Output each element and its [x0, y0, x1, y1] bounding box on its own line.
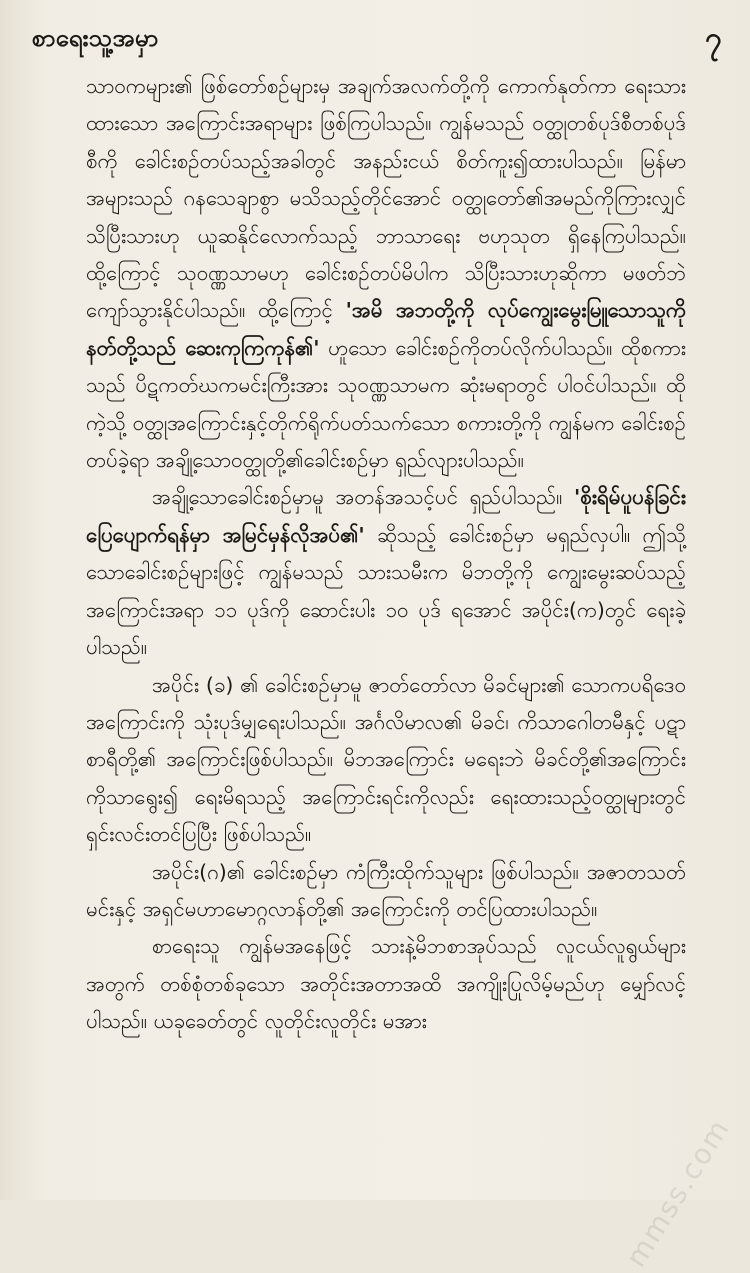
paragraph-text: အချို့သောခေါင်းစဉ်မှာမူ အတန်အသင့်ပင် ရှည်ပါသည်။ — [152, 485, 574, 510]
watermark: mmss.com — [618, 1112, 736, 1273]
paragraph — [86, 854, 686, 929]
running-head: စာရေးသူ့အမှာ — [32, 24, 159, 52]
paragraph-text: အပိုင်း(ဂ)၏ ခေါင်းစဉ်မှာ ကံကြီးထိုက်သူများ ဖြစ်ပါသည်။ အဇာတသတ်မင်းနှင့် အရှင်မဟာမောဂ္ဂလာန်တို့၏ အကြောင်းကို တင်ပြထားပါသည်။ — [86, 859, 686, 921]
paragraph-text: သာဝကများ၏ ဖြစ်တော်စဉ်များမှ အချက်အလက်တို့ကို ကောက်နုတ်ကာ ရေးသားထားသော အကြောင်းအရာများ ဖြစ်ကြပါသည်။ ကျွန်မသည် ဝတ္ထုတစ်ပုဒ်စီတစ်ပုဒ်စီကို ခေါင်းစဉ်တပ်သည့်အခါတွင် အနည်းငယ် စိတ်ကူး၍ထားပါသည်။ မြန်မာအများသည် ဂနသေချာစွာ မသိသည့်တိုင်အောင် ဝတ္ထုတော်၏အမည်ကိုကြားလျှင် သိပြီးသားဟု ယူဆနိုင်လောက်သည့် ဘာသာရေး ဗဟုသုတ ရှိနေကြပါသည်။ ထို့ကြောင့် သုဝဏ္ဏသာမဟု ခေါင်းစဉ်တပ်မိပါက သိပြီးသားဟုဆိုကာ မဖတ်ဘဲကျော်သွားနိုင်ပါသည်။ ထို့ကြောင့် — [86, 74, 686, 323]
page-number: ၇ — [705, 21, 722, 56]
paragraph-text: စာရေးသူ ကျွန်မအနေဖြင့် သားနဲ့မိဘစာအုပ်သည် လူငယ်လူရွယ်များအတွက် တစ်စုံတစ်ခုသော အတိုင်းအတာအထိ အကျိုးပြုလိမ့်မည်ဟု မျှော်လင့်ပါသည်။ ယခုခေတ်တွင် လူတိုင်းလူတိုင်း မအား — [86, 934, 686, 1034]
bold-text: 'အမိ အဘတို့ကို လုပ်ကျွေးမွေးမြူသောသူကို နတ်တို့သည် ဆေးကုကြကုန်၏' — [86, 298, 686, 360]
paragraph — [86, 68, 686, 479]
bold-text: 'စိုးရိမ်ပူပန်ခြင်း ပြေပျောက်ရန်မှာ အမြင်မှန်လိုအပ်၏' — [86, 485, 686, 547]
paragraph — [86, 479, 686, 666]
page-header — [32, 14, 722, 60]
paragraph — [86, 667, 686, 854]
paragraph-text: အပိုင်း (ခ) ၏ ခေါင်းစဉ်မှာမူ ဇာတ်တော်လာ မိခင်များ၏ သောကပရိဒေဝအကြောင်းကို သုံးပုဒ်မျှရေးပါသည်။ အင်္ဂလိမာလ၏ မိခင်၊ ကိသာဂေါတမီနှင့် ပဋာစာရီတို့၏ အကြောင်းဖြစ်ပါသည်။ မိဘအကြောင်း မရေးဘဲ မိခင်တို့၏အကြောင်းကိုသာရွေး၍ ရေးမိရသည့် အကြောင်းရင်းကိုလည်း ရေးထားသည့်ဝတ္ထုများတွင် ရှင်းလင်းတင်ပြပြီး ဖြစ်ပါသည်။ — [86, 672, 686, 847]
body-text — [86, 68, 686, 1041]
paragraph-text: ဟူသော ခေါင်းစဉ်ကိုတပ်လိုက်ပါသည်။ ထိုစကားသည် ပိဋကတ်ဃကမင်းကြီးအား သုဝဏ္ဏသာမက ဆုံးမရာတွင် ပါဝင်ပါသည်။ ထိုကဲ့သို့ ဝတ္ထုအကြောင်းနှင့်တိုက်ရိုက်ပတ်သက်သော စကားတို့ကို ကျွန်မက ခေါင်းစဉ်တပ်ခဲ့ရာ အချို့သောဝတ္ထုတို့၏ခေါင်းစဉ်မှာ ရှည်လျားပါသည်။ — [86, 335, 686, 473]
paragraph-text: ဆိုသည့် ခေါင်းစဉ်မှာ မရှည်လှပါ။ ဤသို့သောခေါင်းစဉ်များဖြင့် ကျွန်မသည် သားသမီးက မိဘတို့ကို ကျွေးမွေးဆပ်သည့်အကြောင်းအရာ ၁၁ ပုဒ်ကို ဆောင်းပါး ၁၀ ပုဒ် ရအောင် အပိုင်း(က)တွင် ရေးခဲ့ပါသည်။ — [86, 522, 686, 660]
paragraph — [86, 928, 686, 1040]
